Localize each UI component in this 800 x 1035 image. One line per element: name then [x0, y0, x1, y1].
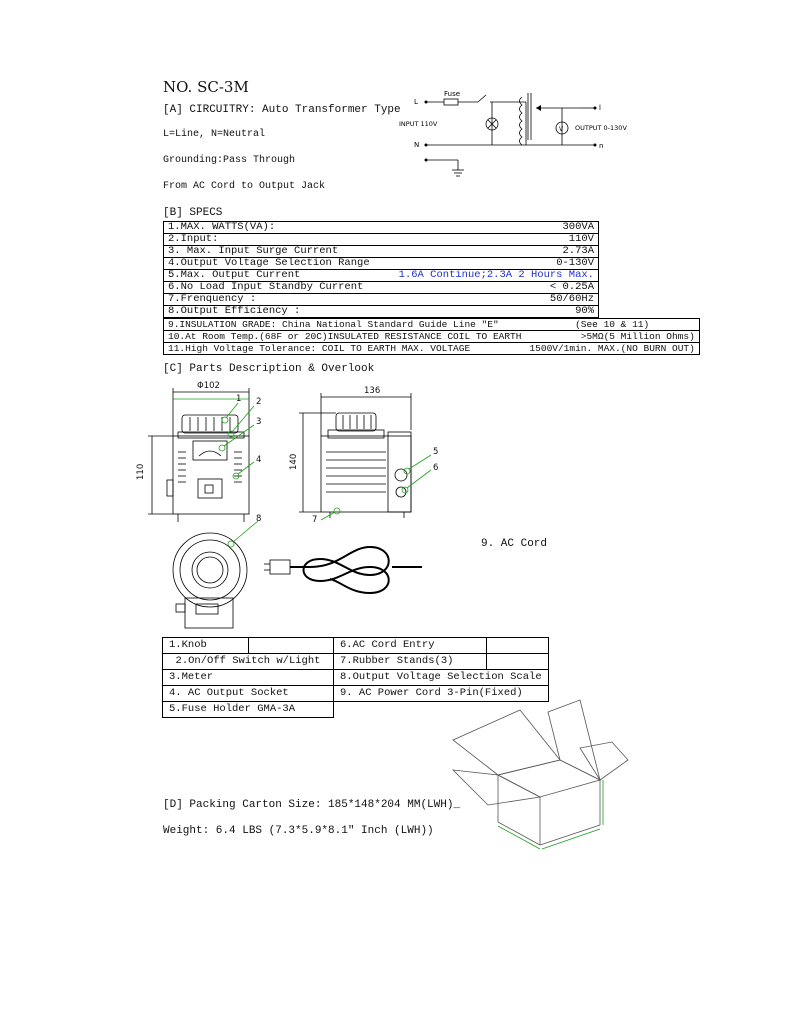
- spec-value: 110V: [384, 234, 598, 246]
- part-cell: 4. AC Output Socket: [163, 686, 334, 702]
- spec-label: 6.No Load Input Standby Current: [164, 282, 385, 294]
- part-cell: 3.Meter: [163, 670, 334, 686]
- callout-4: 4: [256, 455, 262, 465]
- output-line-terminal: l: [599, 104, 601, 112]
- dim-height2-label: 140: [289, 453, 299, 470]
- spec-value: 300VA: [384, 222, 598, 234]
- spec-label: 7.Frenquency :: [164, 294, 385, 306]
- part-cell: 1.Knob: [163, 638, 249, 654]
- neutral-terminal: N: [414, 141, 420, 149]
- specs-heading: [B] SPECS: [163, 207, 223, 219]
- fuse-label: Fuse: [444, 90, 461, 98]
- spec-value: < 0.25A: [384, 282, 598, 294]
- part-cell: 2.On/Off Switch w/Light: [163, 654, 334, 670]
- spec-value: 1500V/1min. MAX.(NO BURN OUT): [525, 343, 699, 355]
- packing-weight: Weight: 6.4 LBS (7.3*5.9*8.1" Inch (LWH)): [163, 825, 434, 837]
- spec-value: 2.73A: [384, 246, 598, 258]
- dim-height-label: 110: [136, 463, 146, 480]
- part-cell: 6.AC Cord Entry: [334, 638, 487, 654]
- callout-7: 7: [312, 515, 318, 525]
- packing-size: [D] Packing Carton Size: 185*148*204 MM(LWH)_: [163, 799, 461, 811]
- model-title: NO. SC-3M: [163, 78, 249, 96]
- callout-6: 6: [433, 463, 439, 473]
- spec-label: 2.Input:: [164, 234, 385, 246]
- spec-value: >5MΩ(5 Million Ohms): [525, 331, 699, 343]
- line-terminal: L: [414, 98, 418, 106]
- spec-label: 5.Max. Output Current: [164, 270, 385, 282]
- spec-label: 9.INSULATION GRADE: China National Standard Guide Line "E": [164, 319, 526, 331]
- callout-3: 3: [256, 417, 262, 427]
- part-cell: 9. AC Power Cord 3-Pin(Fixed): [334, 686, 549, 702]
- spec-label: 1.MAX. WATTS(VA):: [164, 222, 385, 234]
- callout-1: 1: [236, 394, 242, 404]
- output-neutral-terminal: n: [599, 142, 604, 150]
- spec-label: 8.Output Efficiency :: [164, 306, 385, 318]
- part-cell: 5.Fuse Holder GMA-3A: [163, 702, 334, 718]
- callout-2: 2: [256, 397, 262, 407]
- dim-depth-label: 136: [364, 386, 381, 396]
- callout-8: 8: [256, 514, 262, 524]
- spec-value: 90%: [384, 306, 598, 318]
- output-label: OUTPUT 0-130V: [575, 124, 627, 132]
- spec-label: 4.Output Voltage Selection Range: [164, 258, 385, 270]
- voltmeter-label: V: [559, 126, 564, 133]
- spec-value: (See 10 & 11): [525, 319, 699, 331]
- part-cell: 7.Rubber Stands(3): [334, 654, 487, 670]
- parts-heading: [C] Parts Description & Overlook: [163, 363, 375, 375]
- ac-cord-label: 9. AC Cord: [481, 538, 548, 550]
- input-label: INPUT 110V: [399, 120, 438, 128]
- spec-label: 10.At Room Temp.(68F or 20C)INSULATED RESISTANCE COIL TO EARTH: [164, 331, 526, 343]
- line-definition: L=Line, N=Neutral: [163, 129, 266, 140]
- part-cell: 8.Output Voltage Selection Scale: [334, 670, 549, 686]
- spec-label: 11.High Voltage Tolerance: COIL TO EARTH MAX. VOLTAGE: [164, 343, 526, 355]
- spec-value: 50/60Hz: [384, 294, 598, 306]
- cord-note: From AC Cord to Output Jack: [163, 181, 326, 192]
- spec-label: 3. Max. Input Surge Current: [164, 246, 385, 258]
- grounding-note: Grounding:Pass Through: [163, 155, 296, 166]
- spec-value: 0-130V: [384, 258, 598, 270]
- circuitry-heading: [A] CIRCUITRY: Auto Transformer Type: [163, 104, 401, 116]
- callout-5: 5: [433, 447, 439, 457]
- spec-value: 1.6A Continue;2.3A 2 Hours Max.: [384, 270, 598, 282]
- dim-width-label: Φ102: [197, 381, 220, 391]
